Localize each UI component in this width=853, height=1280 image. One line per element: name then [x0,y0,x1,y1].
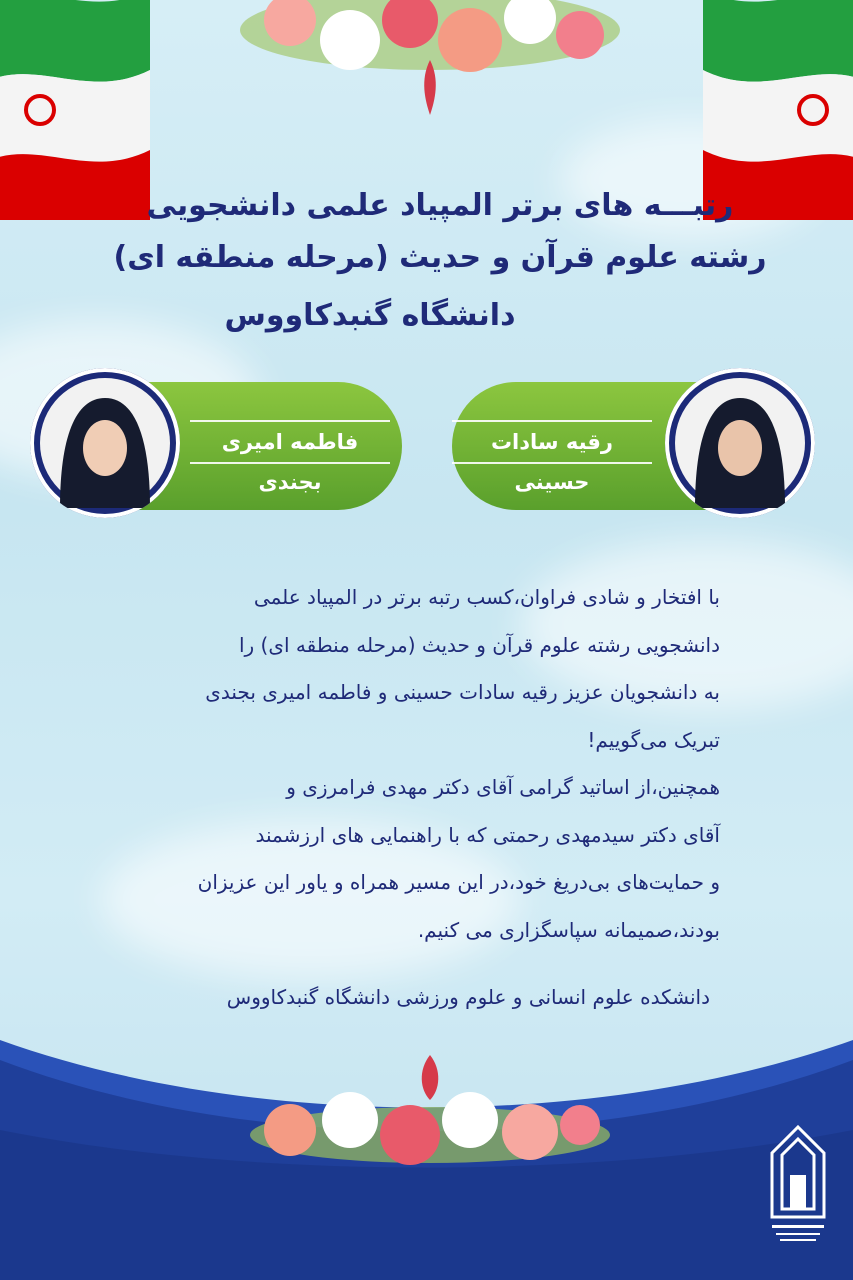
winner-name: فاطمه امیری بجندی [190,420,390,464]
page-title: رتبـــه های برتر المپیاد علمی دانشجویی [146,188,734,223]
winner-name: رقیه سادات حسینی [452,420,652,464]
text-line: تبریک می‌گوییم! [587,727,720,752]
university-logo-icon [770,1125,826,1255]
flowers-decoration [230,0,630,120]
text-line: بودند،صمیمانه سپاسگزاری می کنیم. [417,917,720,942]
text-line: به دانشجویان عزیز رقیه سادات حسینی و فاطمه امیری بجندی [205,680,720,704]
flowers-decoration [240,1050,620,1170]
text-line: با افتخار و شادی فراوان،کسب رتبه برتر در المپیاد علمی [253,585,720,609]
text-line: دانشجویی رشته علوم قرآن و حدیث (مرحله منطقه ای) را [238,632,720,657]
page-subtitle: رشته علوم قرآن و حدیث (مرحله منطقه ای) [113,240,767,275]
text-line: و حمایت‌های بی‌دریغ خود،در این مسیر همراه و یاور این عزیزان [197,870,720,894]
university-name: دانشگاه گنبدکاووس [224,298,516,333]
text-line: همچنین،از اساتید گرامی آقای دکتر مهدی فرامرزی و [286,775,720,799]
signature: دانشکده علوم انسانی و علوم ورزشی دانشگاه گنبدکاووس [226,985,710,1009]
avatar [30,368,180,518]
avatar [665,368,815,518]
congratulation-text [60,574,720,954]
text-line: آقای دکتر سیدمهدی رحمتی که با راهنمایی های ارزشمند [255,822,720,847]
